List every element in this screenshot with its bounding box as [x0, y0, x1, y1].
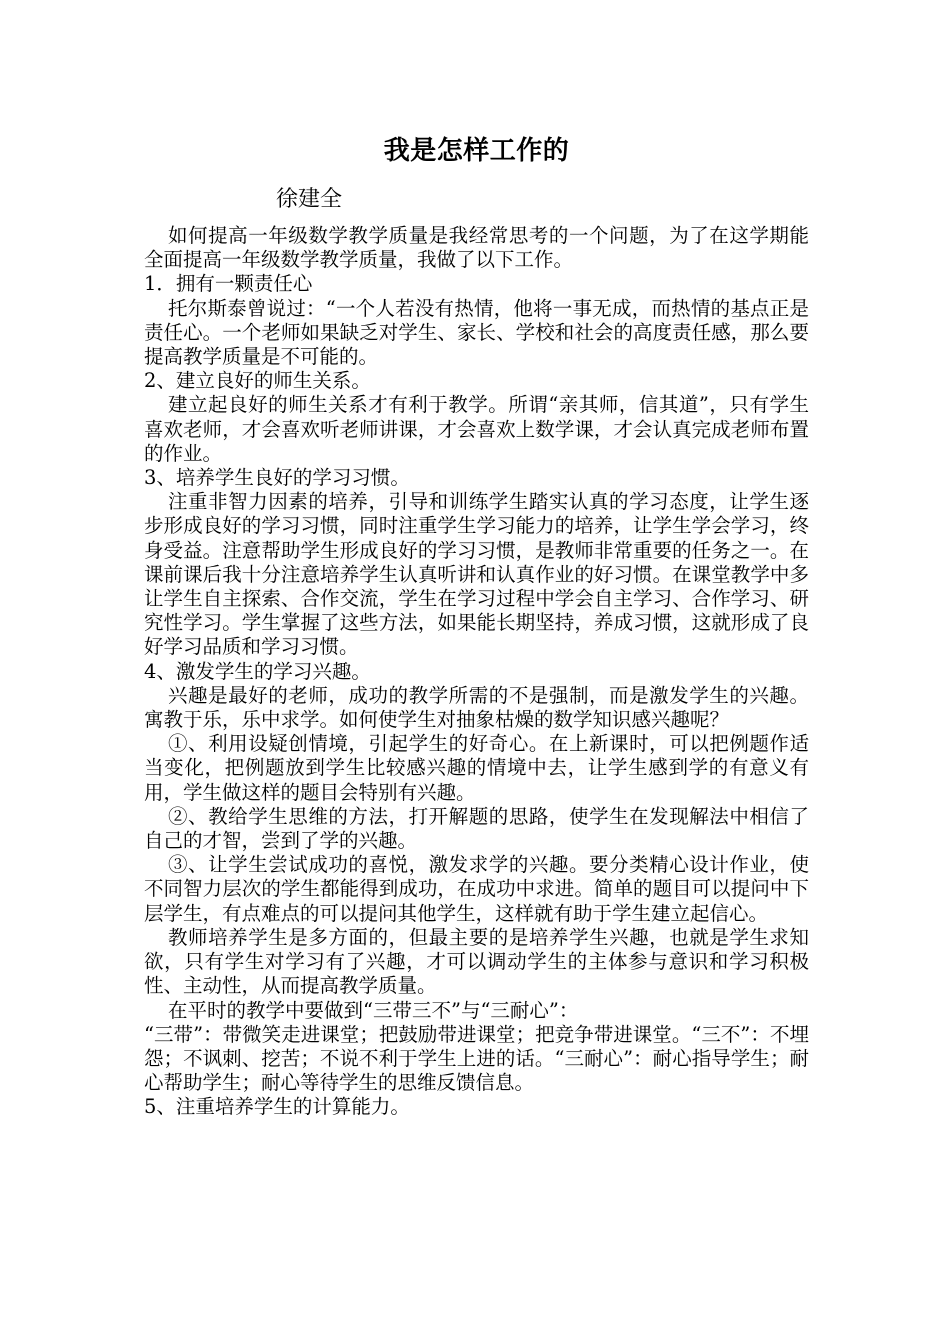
section-heading-2: 2、建立良好的师生关系。	[144, 369, 371, 393]
body-paragraph-unindented: “三带”：带微笑走进课堂；把鼓励带进课堂；把竞争带进课堂。“三不”：不埋怨；不讽刺、挖苦；不说不利于学生上进的话。“三耐心”：耐心指导学生；耐心帮助学生；耐心等待学生的思维反馈信息。	[144, 1022, 809, 1095]
list-item-2: ②、教给学生思维的方法，打开解题的思路，使学生在发现解法中相信了自己的才智，尝到了学的兴趣。	[144, 804, 809, 853]
section-heading-4: 4、激发学生的学习兴趣。	[144, 659, 371, 683]
body-paragraph: 兴趣是最好的老师，成功的教学所需的不是强制，而是激发学生的兴趣。寓教于乐，乐中求学。如何使学生对抽象枯燥的数学知识感兴趣呢？	[144, 683, 809, 732]
list-item-1: ①、利用设疑创情境，引起学生的好奇心。在上新课时，可以把例题作适当变化，把例题放到学生比较感兴趣的情境中去，让学生感到学的有意义有用，学生做这样的题目会特别有兴趣。	[144, 732, 809, 804]
section-heading-1: 1．拥有一颗责任心	[144, 272, 313, 296]
document-author: 徐建全	[276, 187, 343, 212]
document-content	[144, 132, 809, 1120]
body-paragraph: 教师培养学生是多方面的，但最主要的是培养学生兴趣，也就是学生求知欲，只有学生对学习有了兴趣，才可以调动学生的主体参与意识和学习积极性、主动性，从而提高教学质量。	[144, 925, 809, 998]
body-paragraph: 注重非智力因素的培养，引导和训练学生踏实认真的学习态度，让学生逐步形成良好的学习习惯，同时注重学生学习能力的培养，让学生学会学习，终身受益。注意帮助学生形成良好的学习习惯，是教师非常重要的任务之一。在课前课后我十分注意培养学生认真听讲和认真作业的好习惯。在课堂教学中多让学生自主探索、合作交流，学生在学习过程中学会自主学习、合作学习、研究性学习。学生掌握了这些方法，如果能长期坚持，养成习惯，这就形成了良好学习品质和学习习惯。	[144, 490, 809, 659]
body-paragraph: 在平时的教学中要做到“三带三不”与“三耐心”：	[168, 998, 579, 1022]
list-item-3: ③、让学生尝试成功的喜悦，激发求学的兴趣。要分类精心设计作业，使不同智力层次的学生都能得到成功，在成功中求进。简单的题目可以提问中下层学生，有点难点的可以提问其他学生，这样就有助于学生建立起信心。	[144, 853, 809, 925]
intro-paragraph: 如何提高一年级数学教学质量是我经常思考的一个问题，为了在这学期能全面提高一年级数学教学质量，我做了以下工作。	[144, 224, 809, 272]
section-heading-3: 3、培养学生良好的学习习惯。	[144, 466, 410, 490]
document-title: 我是怎样工作的	[383, 136, 570, 166]
section-heading-5: 5、注重培养学生的计算能力。	[144, 1095, 410, 1119]
body-paragraph: 托尔斯泰曾说过：“一个人若没有热情，他将一事无成，而热情的基点正是责任心。一个老师如果缺乏对学生、家长、学校和社会的高度责任感，那么要提高教学质量是不可能的。	[144, 296, 809, 369]
body-paragraph: 建立起良好的师生关系才有利于教学。所谓“亲其师，信其道”，只有学生喜欢老师，才会喜欢听老师讲课，才会喜欢上数学课，才会认真完成老师布置的作业。	[144, 393, 809, 465]
